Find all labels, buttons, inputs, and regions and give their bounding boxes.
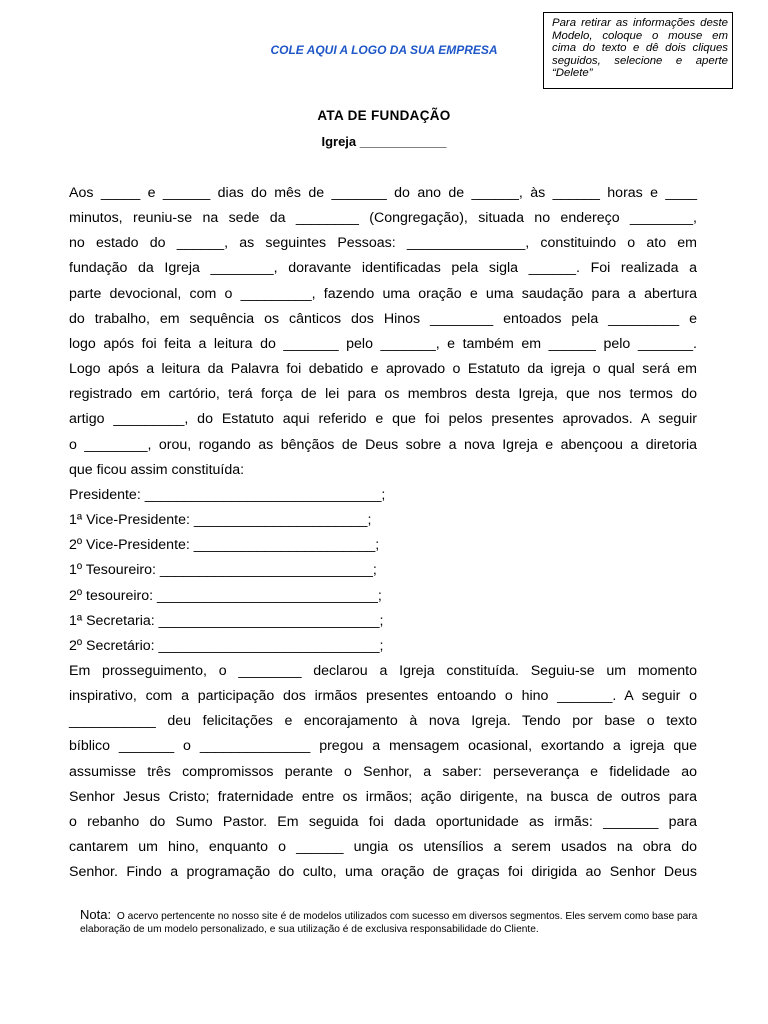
body-line: que ficou assim constituída: [69,461,245,478]
body-line: do trabalho, em sequência os cânticos dos Hinos ________ entoados pela _________ e [69,310,697,327]
document-body [69,181,697,885]
body-line: no estado do ______, as seguintes Pessoas: _______________, constituindo o ato em [69,235,697,252]
body-line: o rebanho do Sumo Pastor. Em seguida foi dada oportunidade as irmãs: _______ para [69,813,697,830]
body-line: logo após foi feita a leitura do _______ pelo _______, e também em ______ pelo _______. [69,335,697,352]
officer-line-vice-president-1: 1ª Vice-Presidente: ______________________; [69,512,372,529]
body-line: artigo _________, do Estatuto aqui referido e que foi pelos presentes aprovados. A seguir [69,411,697,428]
body-line: assumisse três compromissos perante o Senhor, a saber: perseverança e fidelidade ao [69,763,697,780]
document-title: ATA DE FUNDAÇÃO [317,108,451,123]
body-line: fundação da Igreja ________, doravante identificadas pela sigla ______. Foi realizada a [69,260,697,277]
body-line: ___________ deu felicitações e encorajamento à nova Igreja. Tendo por base o texto [69,713,697,730]
document-subtitle: Igreja ____________ [321,134,447,149]
note-text: O acervo pertencente no nosso site é de modelos utilizados com sucesso em diversos segmentos. Eles servem como base para elaboração de um modelo personalizado, e sua utilização é de exclusiva responsabilidade do Cliente. [80,911,698,935]
body-line: inspirativo, com a participação dos irmãos presentes entoando o hino _______. A seguir o [69,688,697,705]
footer-note [80,908,720,936]
info-box: Para retirar as informações deste Modelo, coloque o mouse em cima do texto e dê dois cliques seguidos, selecione e aperte “Delete” [543,12,733,89]
body-line: bíblico _______ o ______________ pregou a mensagem ocasional, exortando a igreja que [69,738,697,755]
body-line: parte devocional, com o _________, fazendo uma oração e uma saudação para a abertura [69,285,697,302]
officer-line-president: Presidente: ______________________________; [69,486,386,503]
logo-placeholder-text: COLE AQUI A LOGO DA SUA EMPRESA [270,43,498,57]
body-line: o ________, orou, rogando as bênçãos de Deus sobre a nova Igreja e abençoou a diretoria [69,436,697,453]
body-line: Aos _____ e ______ dias do mês de _______ do ano de ______, às ______ horas e ____ [69,185,697,201]
body-line: Logo após a leitura da Palavra foi debatido e aprovado o Estatuto da igreja o qual será em [69,361,697,378]
body-line: registrado em cartório, terá força de lei para os membros desta Igreja, que nos termos do [69,386,697,403]
officer-line-secretary-2: 2º Secretário: ____________________________; [69,637,384,654]
body-line: Senhor Jesus Cristo; fraternidade entre os irmãos; ação dirigente, na busca de outros para [69,788,697,805]
officer-line-secretary-1: 1ª Secretaria: ____________________________; [69,612,384,629]
officer-line-treasurer-1: 1º Tesoureiro: ___________________________; [69,562,377,579]
officer-line-vice-president-2: 2º Vice-Presidente: _______________________; [69,537,380,554]
note-label: Nota: [80,907,112,922]
body-line: minutos, reuniu-se na sede da ________ (Congregação), situada no endereço ________, [69,210,697,227]
body-line: Em prosseguimento, o ________ declarou a Igreja constituída. Seguiu-se um momento [69,662,697,679]
officer-line-treasurer-2: 2º tesoureiro: ____________________________; [69,587,382,604]
body-line: cantarem um hino, enquanto o ______ ungia os utensílios a serem usados na obra do [69,839,697,856]
body-line: Senhor. Findo a programação do culto, uma oração de graças foi dirigida ao Senhor Deus [69,864,697,881]
